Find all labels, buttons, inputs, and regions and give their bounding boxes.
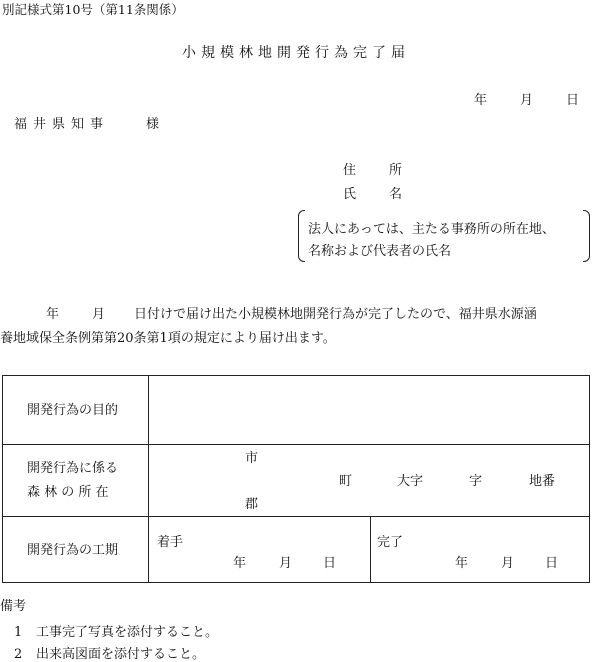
location-town: 町 [339,474,353,489]
remarks-item-text: 出来高図面を添付すること。 [36,647,206,662]
address-label-char-1: 住 [343,163,357,178]
corporate-note-line-2: 名称および代表者の氏名 [308,244,452,259]
start-month: 月 [279,556,293,571]
location-oaza: 大字 [397,474,424,489]
location-lot-number: 地番 [529,474,556,489]
start-year: 年 [233,556,247,571]
end-year: 年 [455,556,469,571]
remarks-item [14,625,219,640]
address-label [343,164,413,178]
table-row-divider-1 [3,444,589,445]
form-number: 別記様式第10号（第11条関係） [2,2,184,17]
completion-table [2,375,590,583]
document-title: 小規模林地開発行為完了届 [182,45,410,61]
addressee-name: 福井県知事 [14,117,110,132]
address-label-char-2: 所 [389,163,403,178]
body-line-1-text: 日付けで届け出た小規模林地開発行為が完了したので、福井県水源涵 [134,307,537,322]
name-label-char-1: 氏 [343,187,357,202]
purpose-label: 開発行為の目的 [27,403,119,418]
corporate-note [298,210,590,262]
body-line-2: 養地域保全条例第第20条第1項の規定により届け出ます。 [0,331,336,346]
addressee [14,117,160,132]
location-label-line-1: 開発行為に係る [27,461,119,476]
location-city: 市 [245,451,259,466]
right-bracket [583,210,590,262]
submission-date [0,94,592,108]
date-day: 日 [566,93,580,108]
date-year: 年 [474,93,488,108]
left-bracket [298,210,305,262]
end-day: 日 [545,556,559,571]
table-row-divider-2 [3,516,589,517]
table-period-divider [370,516,371,582]
remarks-item-text: 工事完了写真を添付すること。 [36,625,219,640]
period-label: 開発行為の工期 [27,543,119,558]
body-paragraph [0,308,592,348]
date-month: 月 [520,93,534,108]
start-label: 着手 [157,535,184,550]
body-month: 月 [92,307,106,322]
name-label-char-2: 名 [389,187,403,202]
remarks-item-number: 2 [14,647,23,662]
start-day: 日 [323,556,337,571]
end-month: 月 [501,556,515,571]
location-aza: 字 [469,474,483,489]
location-label-line-2: 森 林 の 所 在 [27,485,109,500]
remarks-item-number: 1 [14,625,23,640]
location-county: 郡 [245,497,259,512]
remarks-item [14,647,206,662]
name-label [343,188,413,202]
end-label: 完了 [377,535,404,550]
purpose-value[interactable] [153,380,585,440]
corporate-note-line-1: 法人にあっては、主たる事務所の所在地、 [308,222,555,237]
table-label-divider [148,376,149,582]
body-year: 年 [46,307,60,322]
addressee-honorific: 様 [146,117,160,132]
remarks-title: 備考 [0,599,27,614]
